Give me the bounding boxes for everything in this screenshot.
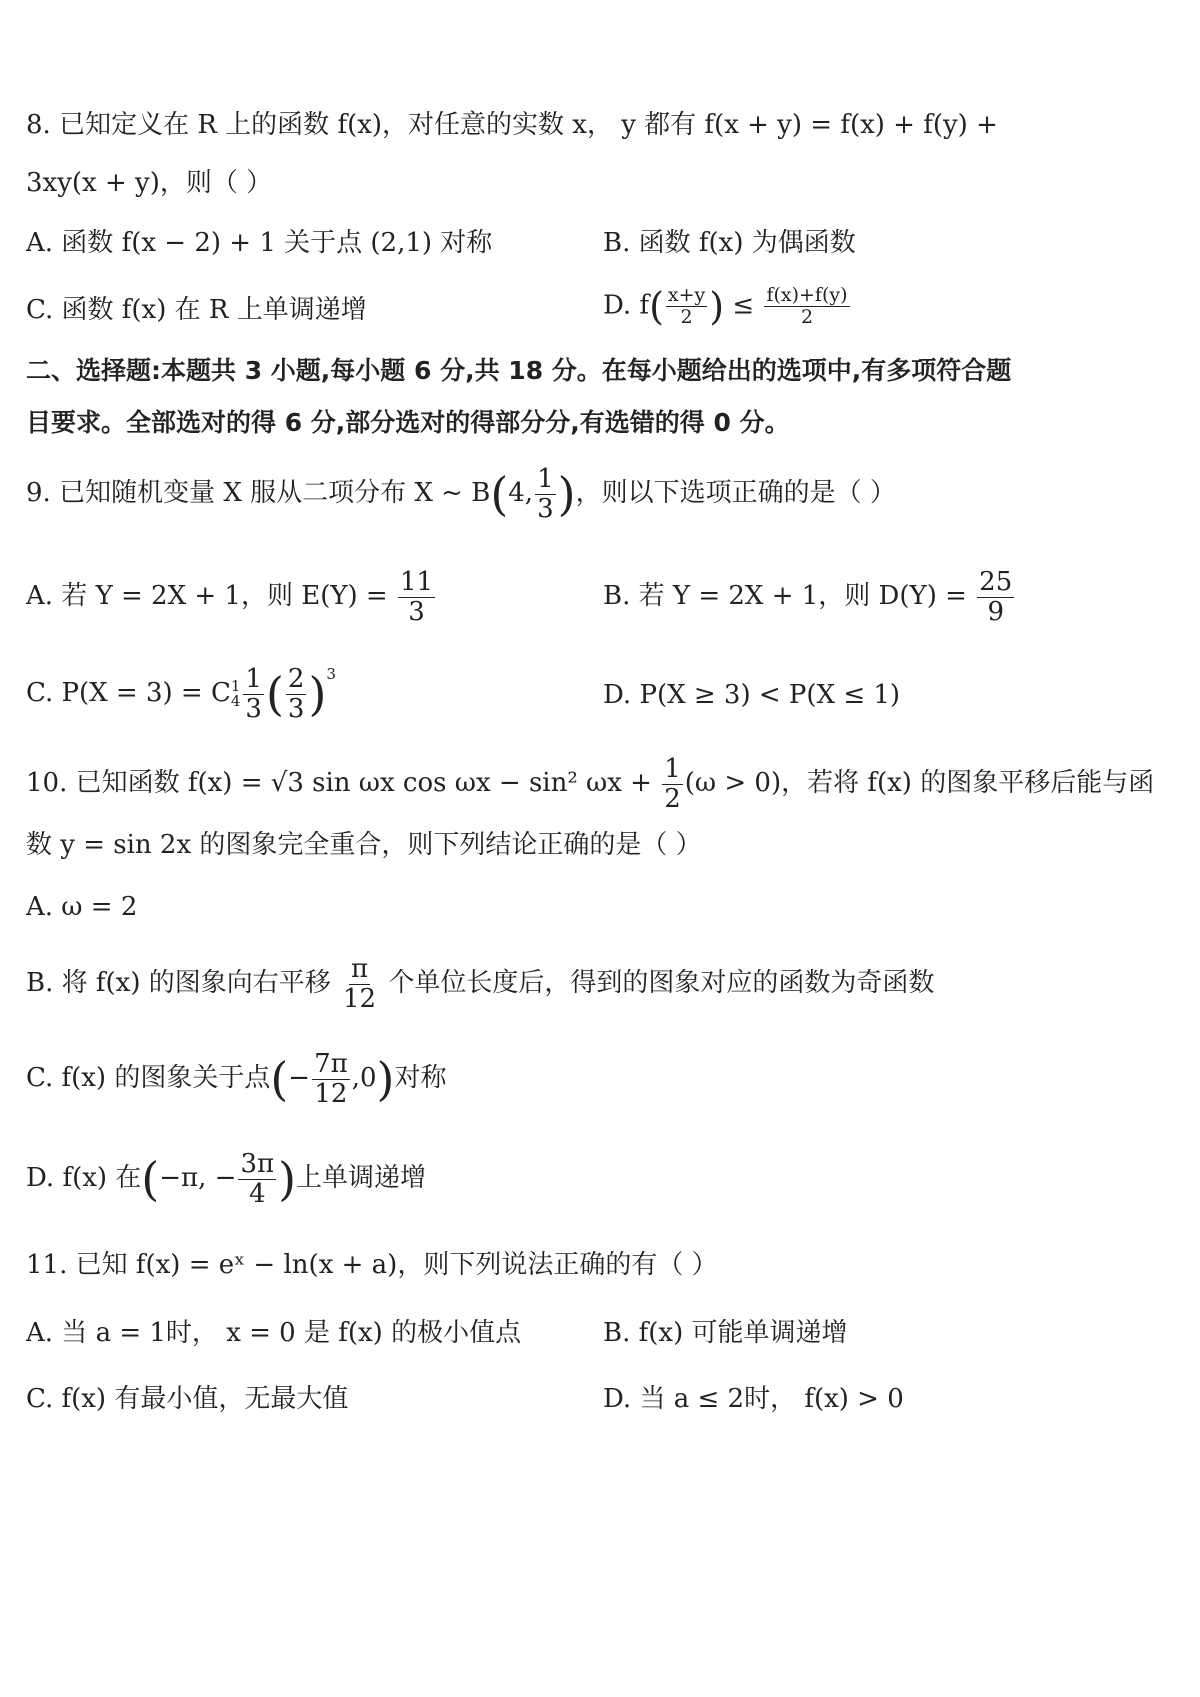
q10-option-a: A. ω = 2 — [26, 892, 138, 922]
q8-option-c: C. 函数 f(x) 在 R 上单调递增 — [26, 295, 367, 325]
q10-stem-fraction: $\frac{1}{2}$ — [664, 754, 681, 814]
q9-option-d: D. P(X ≥ 3) < P(X ≤ 1) — [603, 680, 901, 710]
q9-stem-fraction: $\frac{1}{3}$ — [537, 464, 554, 524]
q8-option-d: D. f( $\frac{x+y}{2}$ ) ≤ $\frac{f(x)+f(y)}{2}$ — [603, 284, 848, 329]
q10-option-b: B. 将 f(x) 的图象向右平移 $\frac{\pi}{12}$ 个单位长度后，得到的图象对应的函数为奇函数 — [26, 954, 935, 1014]
q9-option-c-fraction-1: $\frac{1}{3}$ — [245, 664, 262, 724]
q10-option-b-fraction: $\frac{\pi}{12}$ — [343, 954, 377, 1014]
q10-stem-line2: 数 y = sin 2x 的图象完全重合，则下列结论正确的是（ ） — [26, 830, 702, 860]
section2-heading-line1: 二、选择题:本题共 3 小题,每小题 6 分,共 18 分。在每小题给出的选项中,有多项符合题 — [26, 356, 1012, 385]
q8-stem-line2: 3xy(x + y)，则（ ） — [26, 168, 273, 198]
q8-option-d-le: ≤ — [732, 290, 755, 321]
q10-option-c: C. f(x) 的图象关于点(− $\frac{7\pi}{12}$ ,0)对称 — [26, 1049, 447, 1109]
q10-option-c-fraction: $\frac{7\pi}{12}$ — [314, 1049, 348, 1109]
q11-option-b: B. f(x) 可能单调递增 — [603, 1318, 848, 1348]
q11-option-a: A. 当 a = 1时， x = 0 是 f(x) 的极小值点 — [26, 1318, 522, 1348]
q8-option-d-fraction-left: $\frac{x+y}{2}$ — [667, 284, 706, 328]
q10-option-d: D. f(x) 在(−π, − $\frac{3\pi}{4}$ )上单调递增 — [26, 1149, 427, 1209]
q11-option-d: D. 当 a ≤ 2时， f(x) > 0 — [603, 1384, 904, 1414]
q8-option-d-fraction-right: $\frac{f(x)+f(y)}{2}$ — [766, 284, 848, 328]
q8-stem-line1: 8. 已知定义在 R 上的函数 f(x)，对任意的实数 x， y 都有 f(x + y) = f(x) + f(y) + — [26, 110, 998, 140]
q9-option-c-fraction-2: $\frac{2}{3}$ — [287, 664, 305, 724]
q9-option-b-fraction: $\frac{25}{9}$ — [979, 567, 1013, 627]
q8-option-a: A. 函数 f(x − 2) + 1 关于点 (2,1) 对称 — [26, 228, 493, 258]
q9-option-b: B. 若 Y = 2X + 1，则 D(Y) = $\frac{25}{9}$ — [603, 567, 1013, 627]
q10-stem-line1: 10. 已知函数 f(x) = √3 sin ωx cos ωx − sin² ωx + $\frac{1}{2}$ (ω > 0)，若将 f(x) 的图象平移后能与函 — [26, 754, 1155, 814]
q8-option-b: B. 函数 f(x) 为偶函数 — [603, 228, 856, 258]
q8-option-d-prefix: D. f — [603, 290, 650, 321]
q9-option-a: A. 若 Y = 2X + 1，则 E(Y) = $\frac{11}{3}$ — [26, 567, 434, 627]
q9-option-a-fraction: $\frac{11}{3}$ — [399, 567, 434, 627]
section2-heading-line2: 目要求。全部选对的得 6 分,部分选对的得部分分,有选错的得 0 分。 — [26, 408, 790, 437]
q10-option-d-fraction: $\frac{3\pi}{4}$ — [240, 1149, 275, 1209]
q11-option-c: C. f(x) 有最小值，无最大值 — [26, 1384, 349, 1414]
q9-option-c: C. P(X = 3) = C 1 4 $\frac{1}{3}$ ( $\frac{2}{3}$ )$^3$ — [26, 664, 336, 724]
q9-stem: 9. 已知随机变量 X 服从二项分布 X ~ B(4, $\frac{1}{3}$ )，则以下选项正确的是（ ） — [26, 464, 896, 524]
q11-stem: 11. 已知 f(x) = eˣ − ln(x + a)，则下列说法正确的有（ ） — [26, 1250, 718, 1280]
